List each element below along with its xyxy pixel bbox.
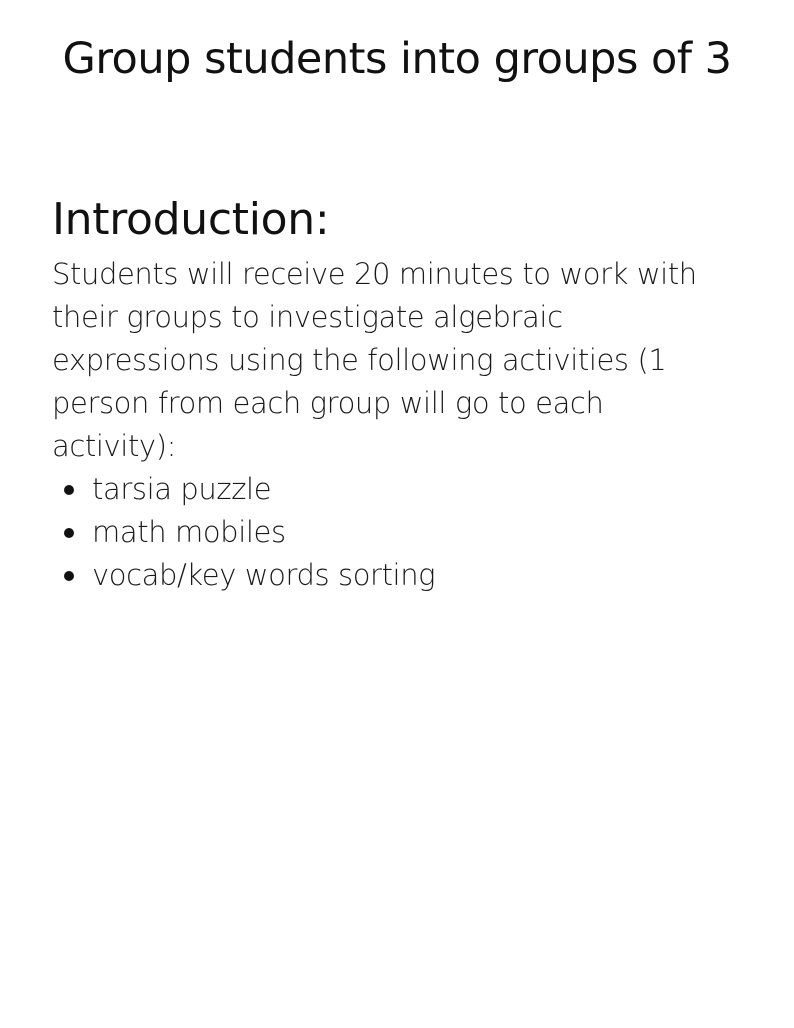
activity-label: vocab/key words sorting xyxy=(92,558,436,592)
activity-item-vocab-sorting xyxy=(52,554,712,597)
introduction-heading: Introduction: xyxy=(52,194,330,245)
bullet-icon xyxy=(64,485,74,495)
activity-label: tarsia puzzle xyxy=(92,472,272,506)
activity-item-tarsia-puzzle xyxy=(52,468,712,511)
activity-label: math mobiles xyxy=(92,515,286,549)
bullet-icon xyxy=(64,571,74,581)
activity-item-math-mobiles xyxy=(52,511,712,554)
bullet-icon xyxy=(64,528,74,538)
activity-list xyxy=(52,468,712,597)
introduction-section xyxy=(52,192,712,597)
introduction-paragraph: Students will receive 20 minutes to work with their groups to investigate algebraic expressions using the following activities (1 person from each group will go to each activity): xyxy=(52,257,697,463)
page-title: Group students into groups of 3 xyxy=(62,34,732,84)
